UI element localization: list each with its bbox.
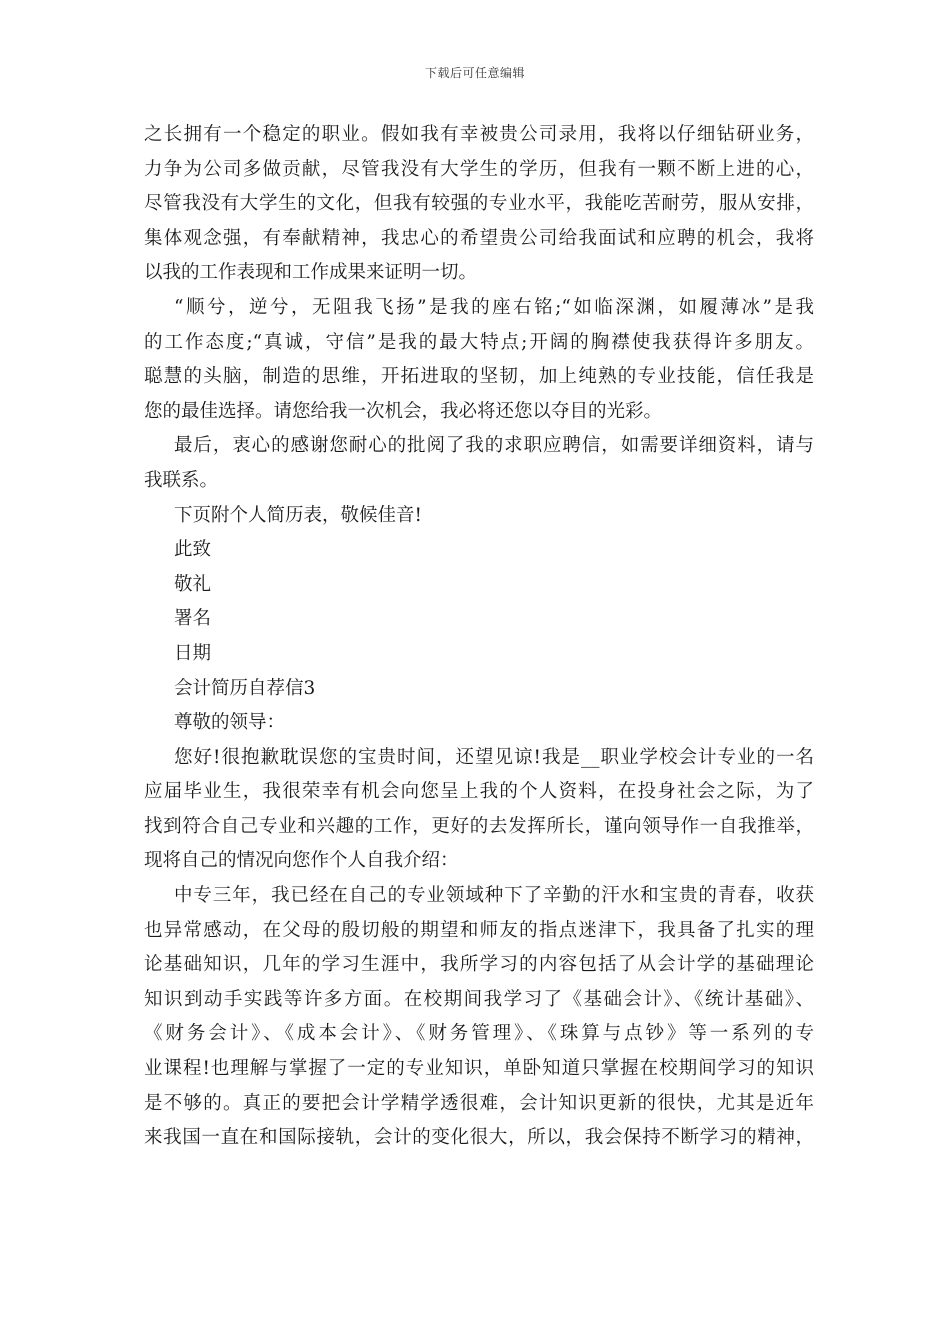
- text-line: 最后，衷心的感谢您耐心的批阅了我的求职应聘信，如需要详细资料，请与: [174, 435, 814, 457]
- text-line: 《财务会计》、《成本会计》、《财务管理》、《珠算与点钞》等一系列的专: [144, 1023, 814, 1045]
- text-line: 下页附个人简历表，敬候佳音!: [174, 504, 422, 526]
- text-line: 署名: [174, 608, 212, 630]
- text-line: 会计简历自荐信3: [174, 677, 316, 699]
- text-line: 日期: [174, 642, 212, 664]
- text-line: 您的最佳选择。请您给我一次机会，我必将还您以夺目的光彩。: [144, 400, 663, 422]
- text-line: 应届毕业生，我很荣幸有机会向您呈上我的个人资料，在投身社会之际，为了: [144, 781, 814, 803]
- text-line: 找到符合自己专业和兴趣的工作，更好的去发挥所长，谨向领导作一自我推举，: [144, 815, 814, 837]
- page-header: 下载后可任意编辑: [424, 66, 525, 80]
- text-line: 知识到动手实践等许多方面。在校期间我学习了《基础会计》、《统计基础》、: [144, 988, 814, 1010]
- text-line: 来我国一直在和国际接轨，会计的变化很大，所以，我会保持不断学习的精神，: [144, 1127, 814, 1149]
- text-line: 论基础知识，几年的学习生涯中，我所学习的内容包括了从会计学的基础理论: [144, 954, 814, 976]
- text-line: 力争为公司多做贡献，尽管我没有大学生的学历，但我有一颗不断上进的心，: [144, 158, 814, 180]
- text-line: 尽管我没有大学生的文化，但我有较强的专业水平，我能吃苦耐劳，服从安排，: [144, 193, 814, 215]
- text-line: 我联系。: [144, 469, 219, 491]
- text-line: 此致: [174, 539, 212, 561]
- text-line: 之长拥有一个稳定的职业。假如我有幸被贵公司录用，我将以仔细钻研业务，: [144, 124, 814, 145]
- text-line: “顺兮，逆兮，无阻我飞扬”是我的座右铭;“如临深渊，如履薄冰”是我: [174, 296, 814, 318]
- text-line: 敬礼: [174, 573, 212, 595]
- text-line: 您好!很抱歉耽误您的宝贵时间，还望见谅!我是__职业学校会计专业的一名: [174, 746, 814, 768]
- text-line: 以我的工作表现和工作成果来证明一切。: [144, 262, 478, 284]
- text-line: 是不够的。真正的要把会计学精学透很难，会计知识更新的很快，尤其是近年: [144, 1092, 814, 1114]
- text-line: 业课程!也理解与掌握了一定的专业知识，单卧知道只掌握在校期间学习的知识: [144, 1058, 814, 1080]
- text-line: 的工作态度;“真诚，守信”是我的最大特点;开阔的胸襟使我获得许多朋友。: [144, 331, 814, 353]
- text-line: 聪慧的头脑，制造的思维，开拓进取的坚韧，加上纯熟的专业技能，信任我是: [144, 366, 814, 388]
- text-line: 集体观念强，有奉献精神，我忠心的希望贵公司给我面试和应聘的机会，我将: [144, 227, 814, 249]
- text-line: 中专三年，我已经在自己的专业领域种下了辛勤的汗水和宝贵的青春，收获: [174, 885, 814, 907]
- document-body: [144, 118, 814, 1156]
- text-line: 也异常感动，在父母的殷切般的期望和师友的指点迷津下，我具备了扎实的理: [144, 919, 814, 941]
- text-line: 尊敬的领导：: [174, 712, 286, 734]
- text-line: 现将自己的情况向您作个人自我介绍：: [144, 850, 459, 872]
